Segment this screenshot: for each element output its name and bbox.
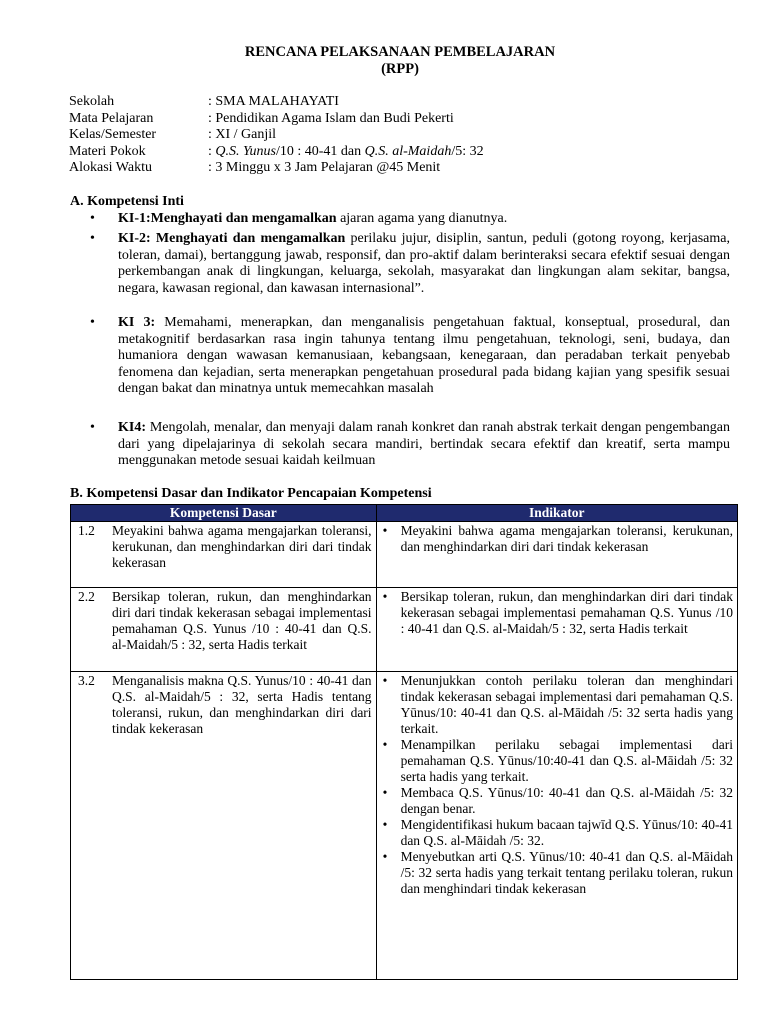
info-label: Kelas/Semester: [69, 127, 157, 142]
info-value: : Pendidikan Agama Islam dan Budi Pekerti: [208, 110, 454, 126]
value-part: /10 : 40-41 dan: [275, 143, 365, 159]
ki-2: [118, 231, 730, 297]
info-value: : XI / Ganjil: [208, 127, 277, 142]
kd-number: 1.2: [78, 523, 95, 538]
kd-number: 3.2: [78, 673, 95, 688]
kd-indikator-table: [70, 504, 738, 980]
table-row: [71, 588, 738, 672]
kd-text: Menganalisis makna Q.S. Yunus/10 : 40-41 dan Q.S. al-Maidah/5 : 32, serta Hadis tentang toleransi, rukun, dan menghindarkan diri dari tindak kekerasan: [112, 673, 372, 736]
indicator-cell: [376, 672, 737, 980]
col-header-kd: Kompetensi Dasar: [71, 505, 377, 522]
ki-4: [118, 420, 730, 470]
kd-cell: [71, 588, 377, 672]
bullet-icon: •: [90, 211, 95, 226]
ki-4-text: Mengolah, menalar, dan menyaji dalam ranah konkret dan ranah abstrak terkait dengan pengembangan dari yang dipelajarinya di sekolah secara mandiri, bertindak secara efektif dan kreatif, serta mampu menggunakan metode sesuai kaidah keilmuan: [118, 420, 730, 468]
ki-3-label: KI 3:: [118, 315, 156, 330]
info-value: [208, 144, 484, 161]
document-title: RENCANA PELAKSANAAN PEMBELAJARAN: [244, 44, 556, 60]
info-label: Sekolah: [69, 94, 115, 109]
ki-3: [118, 315, 730, 398]
table-header-row: [71, 505, 738, 522]
info-label: Materi Pokok: [69, 143, 146, 159]
bullet-icon: •: [90, 231, 95, 246]
indicator-item: • Menyebutkan arti Q.S. Yūnus/10: 40-41 dan Q.S. al-Māidah /5: 32 serta hadis yang terkait tentang perilaku toleran, rukun dan menghindari tindak kekerasan: [381, 849, 733, 897]
kd-text: Bersikap toleran, rukun, dan menghindarkan diri dari tindak kekerasan sebagai implementasi pemahaman Q.S. Yunus /10 : 40-41 dan Q.S. al-Maidah/5 : 32, serta Hadis terkait: [112, 589, 372, 652]
info-label: Alokasi Waktu: [69, 160, 152, 175]
ki-3-text: Memahami, menerapkan, dan menganalisis pengetahuan faktual, konseptual, prosedural, dan metakognitif berdasarkan rasa ingin tahunya tentang ilmu pengetahuan, teknologi, seni, budaya, dan humaniora dengan wawasan kemanusiaan, kebangsaan, kenegaraan, dan peradaban terkait penyebab fenomena dan kejadian, serta menerapkan pengetahuan prosedural pada bidang kajian yang spesifik sesuai dengan bakat dan minatnya untuk memecahkan masalah: [118, 315, 730, 396]
bullet-icon: •: [90, 315, 95, 330]
indicator-item: • Menunjukkan contoh perilaku toleran dan menghindari tindak kekerasan sebagai implementasi dari pemahaman Q.S. Yūnus/10: 40-41 dan Q.S. al-Māidah /5: 32 serta hadis yang terkait.: [381, 673, 733, 737]
col-header-indikator: Indikator: [376, 505, 737, 522]
indicator-item: • Bersikap toleran, rukun, dan menghindarkan diri dari tindak kekerasan sebagai implementasi pemahaman Q.S. Yunus /10 : 40-41 dan Q.S. al-Maidah/5 : 32, serta Hadis terkait: [381, 589, 733, 637]
section-a-heading: A. Kompetensi Inti: [70, 194, 184, 209]
indicator-item: • Menampilkan perilaku sebagai implementasi dari pemahaman Q.S. Yūnus/10:40-41 dan Q.S. al-Māidah /5: 32 serta hadis yang terkait.: [381, 737, 733, 785]
ki-1: [118, 211, 730, 228]
section-b-heading: B. Kompetensi Dasar dan Indikator Pencapaian Kompetensi: [70, 486, 432, 501]
ki-4-label: KI4:: [118, 420, 146, 435]
indicator-item: • Meyakini bahwa agama mengajarkan toleransi, kerukunan, dan menghindarkan diri dari tindak kekerasan: [381, 523, 733, 555]
kd-cell: [71, 672, 377, 980]
table-row: [71, 672, 738, 980]
indicator-cell: [376, 588, 737, 672]
value-part: /5: 32: [451, 143, 484, 159]
ki-1-text: ajaran agama yang dianutnya.: [336, 211, 508, 226]
ki-2-text: perilaku jujur, disiplin, santun, peduli (gotong royong, kerjasama, toleran, damai), bertanggung jawab, responsif, dan pro-aktif dalam berinteraksi secara efektif sesuai dengan perkembangan anak di lingkungan, keluarga, sekolah, masyarakat dan lingkungan alam sekitar, bangsa, negara, kawasan regional, dan kawasan internasional”.: [118, 231, 730, 296]
table-row: [71, 522, 738, 588]
indicator-item: • Mengidentifikasi hukum bacaan tajwīd Q.S. Yūnus/10: 40-41 dan Q.S. al-Māidah /5: 32.: [381, 817, 733, 849]
value-part: :: [208, 143, 216, 159]
info-label: Mata Pelajaran: [69, 110, 154, 126]
value-part-italic: Q.S. Yunus: [215, 143, 276, 159]
indicator-item: • Membaca Q.S. Yūnus/10: 40-41 dan Q.S. al-Māidah /5: 32 dengan benar.: [381, 785, 733, 817]
info-value: : 3 Minggu x 3 Jam Pelajaran @45 Menit: [208, 160, 441, 175]
document-subtitle: (RPP): [381, 61, 419, 77]
kd-cell: [71, 522, 377, 588]
ki-1-label: KI-1:Menghayati dan mengamalkan: [118, 211, 337, 226]
kd-text: Meyakini bahwa agama mengajarkan toleransi, kerukunan, dan menghindarkan diri dari tindak kekerasan: [112, 523, 372, 570]
info-value: : SMA MALAHAYATI: [208, 94, 339, 109]
indicator-cell: [376, 522, 737, 588]
bullet-icon: •: [90, 420, 95, 435]
kd-number: 2.2: [78, 589, 95, 604]
value-part-italic: Q.S. al-Maidah: [364, 143, 452, 159]
ki-2-label: KI-2: Menghayati dan mengamalkan: [118, 231, 346, 246]
